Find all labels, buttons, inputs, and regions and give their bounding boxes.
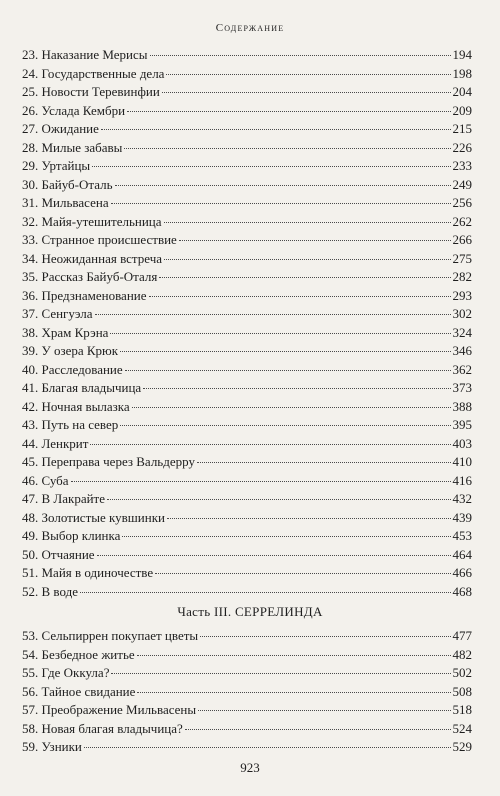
toc-list-part3 (22, 627, 472, 757)
chapter-page-number: 249 (452, 176, 472, 192)
chapter-page-number: 209 (452, 102, 472, 118)
toc-entry (22, 527, 472, 546)
chapter-page-number: 388 (452, 398, 472, 414)
chapter-title: 58. Новая благая владычица? (22, 720, 183, 736)
chapter-title: 29. Уртайцы (22, 158, 91, 173)
dot-leader (115, 185, 451, 186)
dot-leader (101, 129, 451, 130)
dot-leader (150, 55, 451, 56)
toc-entry (22, 435, 472, 454)
dot-leader (90, 444, 450, 445)
toc-entry (22, 509, 472, 528)
dot-leader (110, 333, 450, 334)
chapter-title: 50. Отчаяние (22, 546, 95, 562)
chapter-page-number: 198 (452, 65, 472, 81)
dot-leader (137, 692, 450, 693)
chapter-title: 39. У озера Крюк (22, 343, 119, 358)
toc-entry (22, 490, 472, 509)
chapter-title: 35. Рассказ Байуб-Оталя (22, 269, 158, 284)
dot-leader (198, 710, 450, 711)
chapter-page-number: 468 (452, 583, 472, 599)
chapter-title: 45. Переправа через Вальдерру (22, 454, 195, 469)
chapter-title: 25. Новости Теревинфии (22, 84, 160, 99)
chapter-page-number: 215 (452, 121, 472, 136)
chapter-page-number: 524 (452, 720, 472, 736)
dot-leader (127, 111, 450, 112)
toc-entry (22, 683, 472, 702)
toc-entry (22, 564, 472, 583)
chapter-title: 43. Путь на север (22, 417, 119, 432)
chapter-page-number: 373 (452, 380, 472, 395)
dot-leader (125, 370, 451, 371)
toc-entry (22, 287, 472, 306)
chapter-title: 27. Ожидание (22, 121, 99, 136)
chapter-page-number: 529 (452, 739, 472, 754)
chapter-page-number: 282 (452, 269, 472, 284)
dot-leader (164, 259, 451, 260)
toc-entry (22, 305, 472, 324)
toc-entry (22, 583, 472, 602)
chapter-title: 34. Неожиданная встреча (22, 250, 162, 266)
dot-leader (84, 747, 451, 748)
toc-entry (22, 379, 472, 398)
chapter-page-number: 266 (452, 232, 472, 247)
chapter-title: 49. Выбор клинка (22, 528, 121, 543)
chapter-title: 23. Наказание Мерисы (22, 47, 148, 62)
dot-leader (111, 203, 451, 204)
dot-leader (179, 240, 451, 241)
chapter-title: 59. Узники (22, 739, 82, 754)
toc-entry (22, 646, 472, 665)
toc-entry (22, 194, 472, 213)
toc-entry (22, 250, 472, 269)
chapter-page-number: 362 (452, 361, 472, 377)
chapter-page-number: 324 (452, 324, 472, 340)
dot-leader (132, 407, 451, 408)
dot-leader (162, 92, 451, 93)
dot-leader (149, 296, 451, 297)
dot-leader (107, 499, 450, 500)
chapter-title: 26. Услада Кембри (22, 102, 126, 118)
toc-entry (22, 65, 472, 84)
dot-leader (143, 388, 450, 389)
dot-leader (120, 351, 450, 352)
dot-leader (155, 573, 450, 574)
dot-leader (71, 481, 451, 482)
chapter-page-number: 256 (452, 195, 472, 210)
chapter-title: 56. Тайное свидание (22, 683, 136, 699)
dot-leader (197, 462, 451, 463)
toc-entry (22, 701, 472, 720)
toc-entry (22, 102, 472, 121)
toc-entry (22, 546, 472, 565)
chapter-title: 51. Майя в одиночестве (22, 565, 154, 580)
toc-entry (22, 738, 472, 757)
toc-entry (22, 83, 472, 102)
toc-entry (22, 398, 472, 417)
chapter-title: 46. Суба (22, 472, 69, 488)
chapter-title: 41. Благая владычица (22, 380, 142, 395)
chapter-title: 42. Ночная вылазка (22, 398, 130, 414)
chapter-page-number: 275 (452, 250, 472, 266)
chapter-title: 33. Странное происшествие (22, 232, 177, 247)
chapter-page-number: 464 (452, 546, 472, 562)
dot-leader (95, 314, 451, 315)
part-heading: Часть III. СЕРРЕЛИНДА (177, 604, 323, 619)
chapter-title: 53. Сельпиррен покупает цветы (22, 628, 199, 643)
chapter-page-number: 508 (452, 683, 472, 699)
dot-leader (111, 673, 450, 674)
chapter-title: 55. Где Оккула? (22, 665, 110, 680)
toc-entry (22, 361, 472, 380)
chapter-page-number: 439 (452, 509, 472, 525)
toc-entry (22, 720, 472, 739)
chapter-title: 36. Предзнаменование (22, 287, 147, 303)
chapter-title: 54. Безбедное житье (22, 646, 135, 662)
toc-entry (22, 342, 472, 361)
chapter-page-number: 226 (452, 139, 472, 155)
page-number: 923 (240, 760, 260, 775)
dot-leader (97, 555, 451, 556)
chapter-page-number: 403 (452, 435, 472, 451)
dot-leader (185, 729, 451, 730)
chapter-page-number: 293 (452, 287, 472, 303)
dot-leader (166, 74, 450, 75)
toc-entry (22, 120, 472, 139)
chapter-title: 24. Государственные дела (22, 65, 165, 81)
chapter-title: 32. Майя-утешительница (22, 213, 162, 229)
dot-leader (164, 222, 451, 223)
chapter-page-number: 410 (452, 454, 472, 469)
chapter-page-number: 466 (452, 565, 472, 580)
toc-list-part2 (22, 46, 472, 601)
chapter-page-number: 194 (452, 47, 472, 62)
chapter-title: 47. В Лакрайте (22, 491, 106, 506)
chapter-title: 40. Расследование (22, 361, 123, 377)
toc-entry (22, 231, 472, 250)
dot-leader (120, 425, 450, 426)
chapter-page-number: 432 (452, 491, 472, 506)
chapter-page-number: 204 (452, 84, 472, 99)
chapter-page-number: 416 (452, 472, 472, 488)
chapter-page-number: 302 (452, 306, 472, 321)
toc-entry (22, 176, 472, 195)
chapter-title: 30. Байуб-Оталь (22, 176, 113, 192)
toc-entry (22, 139, 472, 158)
dot-leader (80, 592, 451, 593)
toc-entry (22, 268, 472, 287)
toc-entry (22, 664, 472, 683)
running-head: Содержание (215, 22, 285, 34)
dot-leader (124, 148, 450, 149)
chapter-title: 57. Преображение Мильвасены (22, 702, 197, 717)
dot-leader (200, 636, 450, 637)
chapter-title: 48. Золотистые кувшинки (22, 509, 165, 525)
toc-entry (22, 46, 472, 65)
toc-entry (22, 416, 472, 435)
chapter-page-number: 346 (452, 343, 472, 358)
chapter-page-number: 262 (452, 213, 472, 229)
chapter-title: 44. Ленкрит (22, 435, 89, 451)
toc-entry (22, 324, 472, 343)
chapter-page-number: 477 (452, 628, 472, 643)
chapter-page-number: 453 (452, 528, 472, 543)
chapter-page-number: 233 (452, 158, 472, 173)
dot-leader (159, 277, 450, 278)
chapter-page-number: 502 (452, 665, 472, 680)
dot-leader (92, 166, 450, 167)
chapter-page-number: 395 (452, 417, 472, 432)
dot-leader (122, 536, 450, 537)
chapter-title: 38. Храм Крэна (22, 324, 109, 340)
dot-leader (167, 518, 451, 519)
chapter-title: 37. Сенгуэла (22, 306, 93, 321)
chapter-page-number: 518 (452, 702, 472, 717)
dot-leader (137, 655, 451, 656)
toc-entry (22, 157, 472, 176)
toc-entry (22, 453, 472, 472)
chapter-page-number: 482 (452, 646, 472, 662)
chapter-title: 52. В воде (22, 583, 78, 599)
toc-entry (22, 627, 472, 646)
toc-entry (22, 472, 472, 491)
chapter-title: 28. Милые забавы (22, 139, 123, 155)
chapter-title: 31. Мильвасена (22, 195, 109, 210)
toc-entry (22, 213, 472, 232)
